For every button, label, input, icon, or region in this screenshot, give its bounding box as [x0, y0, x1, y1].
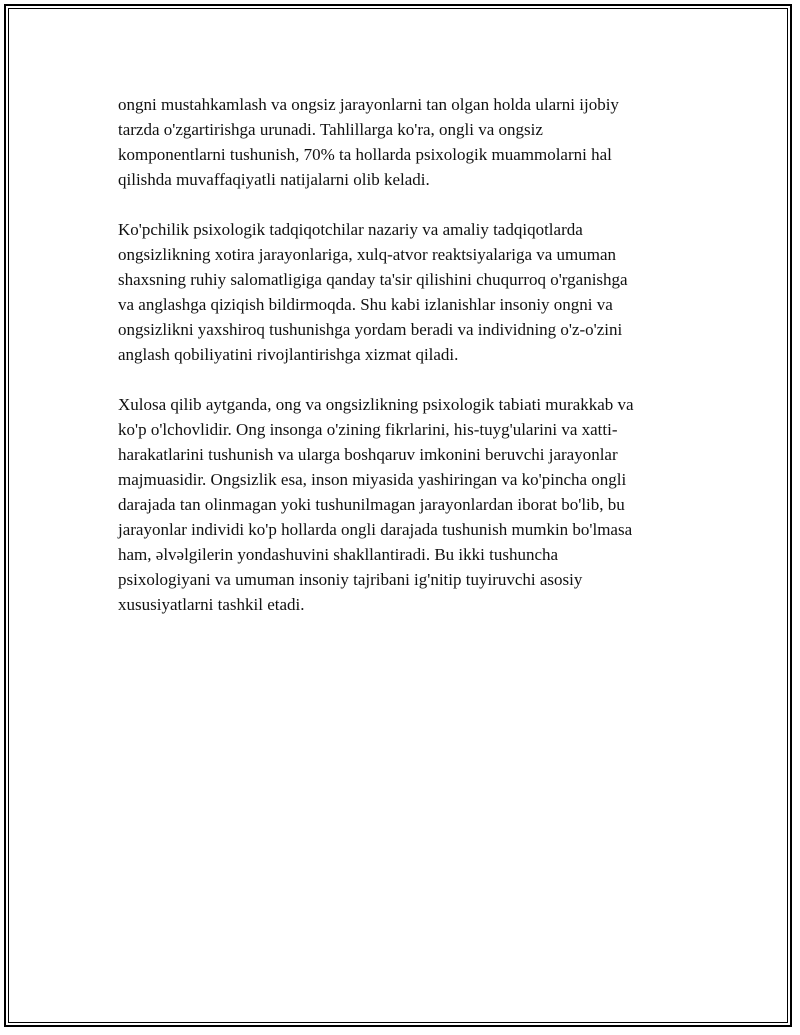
paragraph-1: ongni mustahkamlash va ongsiz jarayonlarni tan olgan holda ularni ijobiy tarzda o'zgartirishga urunadi. Tahlillarga ko'ra, ongli va ongsiz komponentlarni tushunish, 70% ta hollarda psixologik muammolarni hal qilishda muvaffaqiyatli natijalarni olib keladi.	[118, 95, 619, 189]
paragraph-2: Ko'pchilik psixologik tadqiqotchilar nazariy va amaliy tadqiqotlarda ongsizlikning xotira jarayonlariga, xulq-atvor reaktsiyalariga va umuman shaxsning ruhiy salomatligiga qanday ta'sir qilishini chuqurroq o'rganishga va anglashga qiziqish bildirmoqda. Shu kabi izlanishlar insoniy ongni va ongsizlikni yaxshiroq tushunishga yordam beradi va individning o'z-o'zini anglash qobiliyatini rivojlantirishga xizmat qiladi.	[118, 220, 628, 364]
paragraph-3: Xulosa qilib aytganda, ong va ongsizlikning psixologik tabiati murakkab va ko'p o'lchovlidir. Ong insonga o'zining fikrlarini, his-tuyg'ularini va xatti- harakatlarini tushunish va ularga boshqaruv imkonini beruvchi jarayonlar majmuasidir. Ongsizlik esa, inson miyasida yashiringan va ko'pincha ongli darajada tan olinmagan yoki tushunilmagan jarayonlardan iborat bo'lib, bu jarayonlar individi ko'p hollarda ongli darajada tushunish mumkin bo'lmasa ham, əlvəlgilerin yondashuvini shakllantiradi. Bu ikki tushuncha psixologiyani va umuman insoniy tajribani ig'nitip tuyiruvchi asosiy xususiyatlarni tashkil etadi.	[118, 395, 634, 614]
document-body	[118, 92, 698, 642]
